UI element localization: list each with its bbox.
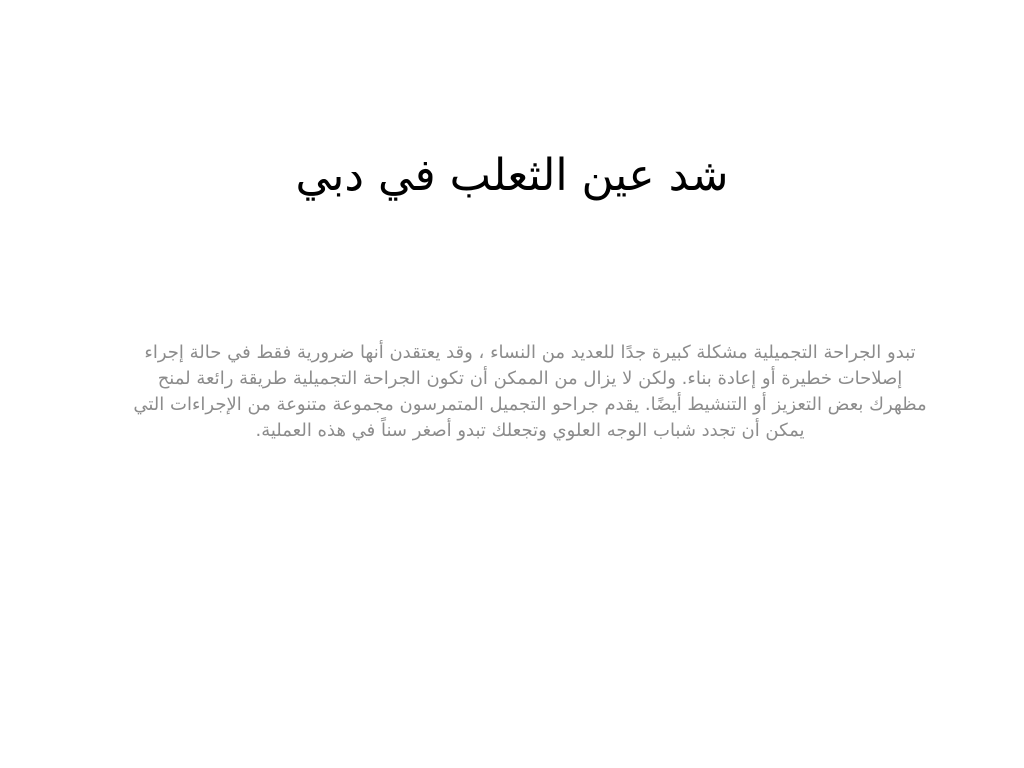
slide-title: شد عين الثعلب في دبي (295, 150, 729, 201)
slide-body-text: تبدو الجراحة التجميلية مشكلة كبيرة جدًا للعديد من النساء ، وقد يعتقدن أنها ضرورية فقط في حالة إجراء إصلاحات خطيرة أو إعادة بناء. ولكن لا يزال من الممكن أن تكون الجراحة التجميلية طريقة رائعة لمنح مظهرك بعض التعزيز أو التنشيط أيضًا. يقدم جراحو التجميل المتمرسون مجموعة متنوعة من الإجراءات التي يمكن أن تجدد شباب الوجه العلوي وتجعلك تبدو أصغر سناً في هذه العملية. (133, 342, 927, 441)
